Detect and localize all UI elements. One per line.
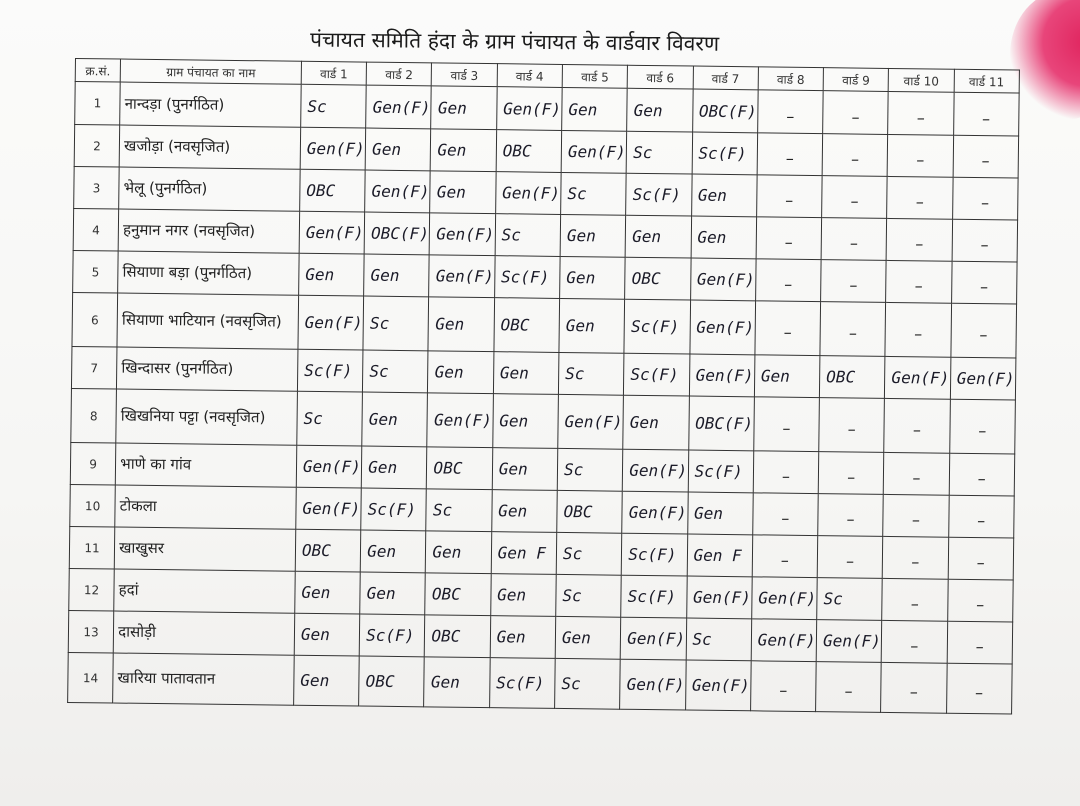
ward-5-category: Sc bbox=[557, 448, 623, 491]
ward-8-category: – bbox=[757, 133, 823, 176]
ward-1-category: Gen bbox=[294, 613, 360, 656]
panchayat-name: खारिया पातावतान bbox=[113, 653, 294, 705]
header-panchayat-name: ग्राम पंचायत का नाम bbox=[120, 59, 301, 84]
panchayat-name: नान्दड़ा (पुनर्गठित) bbox=[120, 82, 301, 127]
ward-4-category: Gen(F) bbox=[495, 172, 561, 215]
serial-number: 6 bbox=[72, 292, 118, 347]
ward-8-category: – bbox=[754, 397, 820, 452]
ward-4-category: Gen bbox=[490, 616, 556, 659]
ward-7-category: Gen(F) bbox=[689, 354, 755, 397]
ward-2-category: Gen bbox=[364, 254, 430, 297]
ward-8-category: Gen(F) bbox=[751, 619, 817, 662]
document-title: पंचायत समिति हंदा के ग्राम पंचायत के वार्डवार विवरण bbox=[309, 27, 720, 56]
ward-10-category: – bbox=[888, 91, 954, 135]
serial-number: 10 bbox=[70, 484, 116, 527]
ward-6-category: Gen bbox=[623, 395, 689, 450]
ward-8-category: – bbox=[756, 175, 822, 218]
header-ward-1: वार्ड 1 bbox=[301, 61, 367, 85]
ward-2-category: Gen bbox=[362, 392, 428, 447]
ward-1-category: Sc bbox=[297, 391, 363, 446]
ward-9-category: Gen(F) bbox=[816, 620, 882, 663]
ward-3-category: Gen(F) bbox=[430, 213, 496, 256]
ward-1-category: Gen(F) bbox=[300, 127, 366, 170]
ward-11-category: – bbox=[951, 261, 1017, 304]
header-ward-2: वार्ड 2 bbox=[366, 62, 432, 86]
ward-5-category: Sc bbox=[561, 172, 627, 215]
ward-10-category: – bbox=[886, 218, 952, 261]
ward-8-category: – bbox=[755, 301, 821, 356]
ward-11-category: – bbox=[949, 453, 1015, 496]
ward-2-category: OBC(F) bbox=[364, 212, 430, 255]
ward-4-category: Sc bbox=[495, 214, 561, 257]
ward-11-category: – bbox=[953, 135, 1019, 178]
ward-2-category: Gen bbox=[361, 446, 427, 489]
ward-7-category: Gen(F) bbox=[689, 300, 755, 355]
ward-7-category: Gen(F) bbox=[685, 660, 751, 711]
ward-11-category: – bbox=[948, 495, 1014, 538]
ward-4-category: Gen bbox=[493, 394, 559, 449]
ward-6-category: Gen bbox=[627, 88, 693, 132]
ward-6-category: Sc(F) bbox=[626, 173, 692, 216]
ward-9-category: – bbox=[818, 452, 884, 495]
ward-2-category: Sc(F) bbox=[359, 614, 425, 657]
ward-1-category: Gen bbox=[299, 253, 365, 296]
header-ward-3: वार्ड 3 bbox=[432, 63, 498, 87]
panchayat-name: खाखुसर bbox=[114, 527, 295, 571]
panchayat-name: भेलू (पुनर्गठित) bbox=[119, 167, 300, 211]
serial-number: 1 bbox=[75, 82, 121, 126]
header-ward-10: वार्ड 10 bbox=[888, 68, 954, 92]
ward-3-category: Gen bbox=[428, 297, 494, 352]
ward-6-category: Sc(F) bbox=[624, 299, 690, 354]
header-ward-6: वार्ड 6 bbox=[627, 65, 693, 89]
ward-11-category: – bbox=[951, 303, 1017, 358]
ward-9-category: – bbox=[822, 134, 888, 177]
panchayat-name: हनुमान नगर (नवसृजित) bbox=[118, 209, 299, 253]
ward-9-category: – bbox=[821, 260, 887, 303]
ward-2-category: Sc bbox=[363, 350, 429, 393]
ward-3-category: Gen(F) bbox=[427, 393, 493, 448]
serial-number: 2 bbox=[74, 125, 120, 168]
ward-5-category: Gen bbox=[559, 298, 625, 353]
ward-10-category: – bbox=[881, 662, 947, 713]
ward-11-category: – bbox=[952, 177, 1018, 220]
ward-4-category: Gen bbox=[490, 574, 556, 617]
ward-5-category: Gen bbox=[560, 214, 626, 257]
ward-7-category: Gen(F) bbox=[690, 258, 756, 301]
ward-4-category: Gen(F) bbox=[496, 87, 562, 131]
ward-5-category: Sc bbox=[558, 352, 624, 395]
ward-2-category: Gen bbox=[365, 128, 431, 171]
ward-4-category: Sc(F) bbox=[494, 256, 560, 299]
ward-1-category: Gen(F) bbox=[296, 487, 362, 530]
ward-10-category: Gen(F) bbox=[885, 356, 951, 399]
ward-6-category: Sc bbox=[626, 131, 692, 174]
ward-11-category: – bbox=[946, 663, 1012, 714]
ward-5-category: Sc bbox=[556, 532, 622, 575]
ward-3-category: Gen bbox=[431, 86, 497, 130]
table-body bbox=[68, 82, 1020, 714]
panchayat-name: सियाणा भाटियान (नवसृजित) bbox=[117, 293, 298, 349]
ward-10-category: – bbox=[883, 536, 949, 579]
ward-2-category: Sc bbox=[363, 296, 429, 351]
ward-5-category: Gen bbox=[562, 87, 628, 131]
ward-6-category: Sc(F) bbox=[621, 575, 687, 618]
ward-7-category: Gen bbox=[687, 492, 753, 535]
ward-3-category: Sc bbox=[426, 489, 492, 532]
panchayat-name: खिन्दासर (पुनर्गठित) bbox=[117, 347, 298, 391]
ward-5-category: Gen(F) bbox=[561, 130, 627, 173]
ward-3-category: OBC bbox=[425, 573, 491, 616]
ward-1-category: Sc(F) bbox=[297, 349, 363, 392]
panchayat-name: सियाणा बड़ा (पुनर्गठित) bbox=[118, 251, 299, 295]
ward-10-category: – bbox=[887, 134, 953, 177]
ward-6-category: Gen(F) bbox=[620, 617, 686, 660]
ward-3-category: Gen bbox=[428, 351, 494, 394]
ward-1-category: OBC bbox=[295, 529, 361, 572]
ward-8-category: – bbox=[752, 535, 818, 578]
ward-9-category: – bbox=[822, 176, 888, 219]
ward-10-category: – bbox=[886, 260, 952, 303]
ward-2-category: Sc(F) bbox=[361, 488, 427, 531]
ward-7-category: Sc(F) bbox=[688, 450, 754, 493]
header-serial: क्र.सं. bbox=[75, 59, 120, 83]
ward-3-category: Gen(F) bbox=[429, 255, 495, 298]
ward-11-category: Gen(F) bbox=[950, 357, 1016, 400]
ward-6-category: Sc(F) bbox=[622, 533, 688, 576]
ward-7-category: Gen bbox=[691, 174, 757, 217]
ward-9-category: – bbox=[818, 494, 884, 537]
ward-2-category: Gen(F) bbox=[366, 85, 432, 129]
ward-4-category: Gen F bbox=[491, 532, 557, 575]
ward-1-category: Gen(F) bbox=[298, 295, 364, 350]
ward-2-category: Gen(F) bbox=[365, 170, 431, 213]
ward-5-category: Sc bbox=[555, 658, 621, 709]
ward-10-category: – bbox=[885, 302, 951, 357]
ward-8-category: – bbox=[757, 90, 823, 134]
serial-number: 12 bbox=[69, 568, 115, 611]
ward-6-category: OBC bbox=[625, 257, 691, 300]
ward-4-category: Gen bbox=[493, 352, 559, 395]
ward-5-category: Gen bbox=[555, 616, 621, 659]
ward-4-category: Gen bbox=[491, 490, 557, 533]
ward-6-category: Gen(F) bbox=[622, 491, 688, 534]
ward-6-category: Gen bbox=[625, 215, 691, 258]
serial-number: 9 bbox=[70, 442, 116, 485]
ward-9-category: – bbox=[817, 536, 883, 579]
panchayat-name: खिखनिया पट्टा (नवसृजित) bbox=[116, 389, 297, 445]
ward-1-category: Gen(F) bbox=[299, 211, 365, 254]
header-ward-8: वार्ड 8 bbox=[758, 67, 824, 91]
ward-11-category: – bbox=[953, 92, 1019, 136]
ward-8-category: – bbox=[755, 259, 821, 302]
ward-8-category: – bbox=[756, 217, 822, 260]
ward-9-category: – bbox=[820, 302, 886, 357]
serial-number: 8 bbox=[71, 388, 117, 443]
ward-9-category: OBC bbox=[819, 356, 885, 399]
header-ward-9: वार्ड 9 bbox=[823, 68, 889, 92]
ward-table-wrapper bbox=[67, 58, 1080, 715]
ward-4-category: OBC bbox=[496, 130, 562, 173]
ward-8-category: – bbox=[753, 451, 819, 494]
ward-5-category: Gen(F) bbox=[558, 394, 624, 449]
ward-11-category: – bbox=[949, 399, 1015, 454]
ward-3-category: OBC bbox=[427, 447, 493, 490]
ward-10-category: – bbox=[882, 620, 948, 663]
ward-1-category: Gen(F) bbox=[296, 445, 362, 488]
serial-number: 3 bbox=[74, 166, 120, 209]
ward-1-category: Gen bbox=[294, 655, 360, 706]
serial-number: 13 bbox=[68, 610, 114, 653]
panchayat-name: हदां bbox=[114, 569, 295, 613]
ward-7-category: Gen bbox=[691, 216, 757, 259]
ward-11-category: – bbox=[952, 219, 1018, 262]
ward-10-category: – bbox=[882, 578, 948, 621]
ward-11-category: – bbox=[948, 537, 1014, 580]
ward-9-category: – bbox=[823, 91, 889, 135]
ward-5-category: Gen bbox=[560, 256, 626, 299]
ward-4-category: Sc(F) bbox=[489, 658, 555, 709]
ward-8-category: – bbox=[750, 661, 816, 712]
ward-4-category: Gen bbox=[492, 448, 558, 491]
ward-6-category: Sc(F) bbox=[624, 353, 690, 396]
ward-7-category: Sc(F) bbox=[692, 132, 758, 175]
header-ward-5: वार्ड 5 bbox=[562, 64, 628, 88]
ward-10-category: – bbox=[883, 494, 949, 537]
ward-3-category: OBC bbox=[425, 615, 491, 658]
panchayat-name: भाणे का गांव bbox=[115, 443, 296, 487]
ward-9-category: Sc bbox=[817, 578, 883, 621]
ward-table bbox=[67, 58, 1020, 714]
ward-9-category: – bbox=[816, 662, 882, 713]
serial-number: 11 bbox=[69, 526, 115, 569]
panchayat-name: खजोड़ा (नवसृजित) bbox=[119, 125, 300, 169]
panchayat-name: टोकला bbox=[115, 485, 296, 529]
ward-2-category: Gen bbox=[360, 572, 426, 615]
ward-2-category: Gen bbox=[360, 530, 426, 573]
ward-9-category: – bbox=[819, 398, 885, 453]
ward-3-category: Gen bbox=[424, 657, 490, 708]
ward-6-category: Gen(F) bbox=[620, 659, 686, 710]
ward-4-category: OBC bbox=[494, 298, 560, 353]
ward-1-category: OBC bbox=[300, 169, 366, 212]
serial-number: 7 bbox=[71, 346, 117, 389]
ward-5-category: OBC bbox=[557, 490, 623, 533]
ward-8-category: Gen bbox=[754, 355, 820, 398]
ward-11-category: – bbox=[947, 579, 1013, 622]
ward-1-category: Sc bbox=[301, 84, 367, 128]
ward-3-category: Gen bbox=[430, 171, 496, 214]
ward-7-category: Gen(F) bbox=[686, 576, 752, 619]
ward-10-category: – bbox=[884, 398, 950, 453]
ward-5-category: Sc bbox=[556, 574, 622, 617]
ward-7-category: OBC(F) bbox=[688, 396, 754, 451]
ward-3-category: Gen bbox=[431, 129, 497, 172]
ward-7-category: Gen F bbox=[687, 534, 753, 577]
ward-3-category: Gen bbox=[426, 531, 492, 574]
ward-11-category: – bbox=[947, 621, 1013, 664]
ward-7-category: Sc bbox=[686, 618, 752, 661]
ward-10-category: – bbox=[887, 176, 953, 219]
ward-10-category: – bbox=[884, 452, 950, 495]
panchayat-name: दासोड़ी bbox=[113, 611, 294, 655]
serial-number: 14 bbox=[68, 652, 114, 703]
ward-7-category: OBC(F) bbox=[692, 89, 758, 133]
ward-8-category: Gen(F) bbox=[752, 577, 818, 620]
header-ward-7: वार्ड 7 bbox=[693, 66, 759, 90]
ward-8-category: – bbox=[753, 493, 819, 536]
header-ward-4: वार्ड 4 bbox=[497, 64, 563, 88]
ward-9-category: – bbox=[821, 218, 887, 261]
ward-2-category: OBC bbox=[359, 656, 425, 707]
header-ward-11: वार्ड 11 bbox=[954, 69, 1020, 93]
ward-1-category: Gen bbox=[295, 571, 361, 614]
serial-number: 4 bbox=[73, 208, 119, 251]
ward-6-category: Gen(F) bbox=[623, 449, 689, 492]
serial-number: 5 bbox=[73, 250, 119, 293]
